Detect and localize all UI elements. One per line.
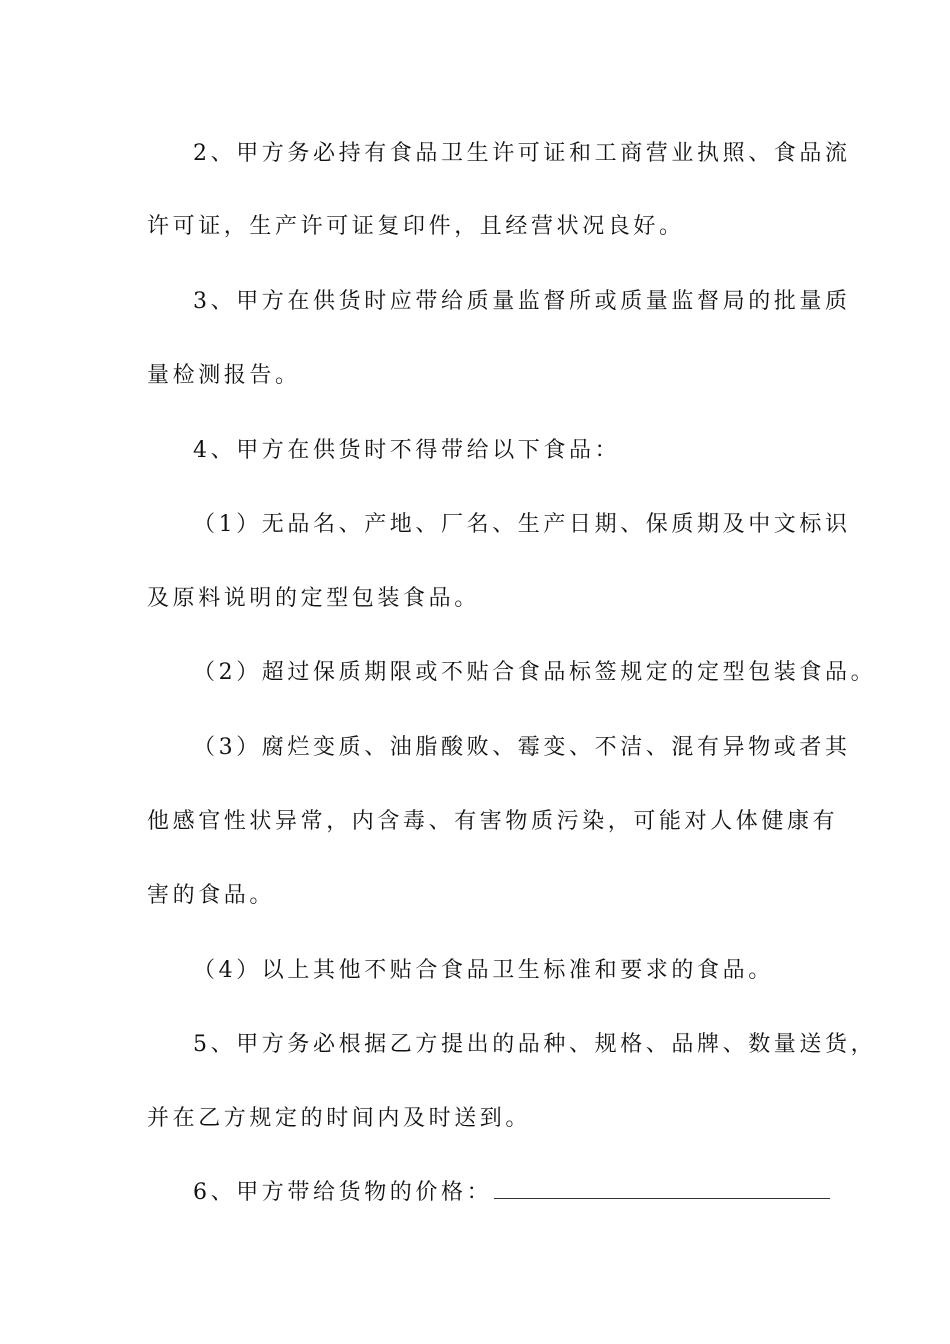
paragraph-line: 许可证，生产许可证复印件，且经营状况良好。 <box>147 214 685 239</box>
price-blank-underline <box>494 1178 830 1199</box>
price-label: 6、甲方带给货物的价格： <box>193 1180 493 1205</box>
paragraph-line: 及原料说明的定型包装食品。 <box>147 586 480 611</box>
price-line <box>193 1178 873 1208</box>
paragraph-line: 害的食品。 <box>147 883 276 908</box>
paragraph-line: 5、甲方务必根据乙方提出的品种、规格、品牌、数量送货， <box>193 1032 877 1057</box>
paragraph-line: 3、甲方在供货时应带给质量监督所或质量监督局的批量质 <box>193 289 851 314</box>
paragraph-line: （1）无品名、产地、厂名、生产日期、保质期及中文标识 <box>193 512 851 537</box>
paragraph-line: （3）腐烂变质、油脂酸败、霉变、不洁、混有异物或者其 <box>193 735 851 760</box>
paragraph-line: 量检测报告。 <box>147 363 301 388</box>
paragraph-line: （2）超过保质期限或不贴合食品标签规定的定型包装食品。 <box>193 660 877 685</box>
paragraph-line: 他感官性状异常，内含毒、有害物质污染，可能对人体健康有 <box>147 809 839 834</box>
paragraph-line: （4）以上其他不贴合食品卫生标准和要求的食品。 <box>193 958 774 983</box>
paragraph-line: 4、甲方在供货时不得带给以下食品： <box>193 438 621 463</box>
paragraph-line: 2、甲方务必持有食品卫生许可证和工商营业执照、食品流 <box>193 141 851 166</box>
paragraph-line: 并在乙方规定的时间内及时送到。 <box>147 1106 532 1131</box>
